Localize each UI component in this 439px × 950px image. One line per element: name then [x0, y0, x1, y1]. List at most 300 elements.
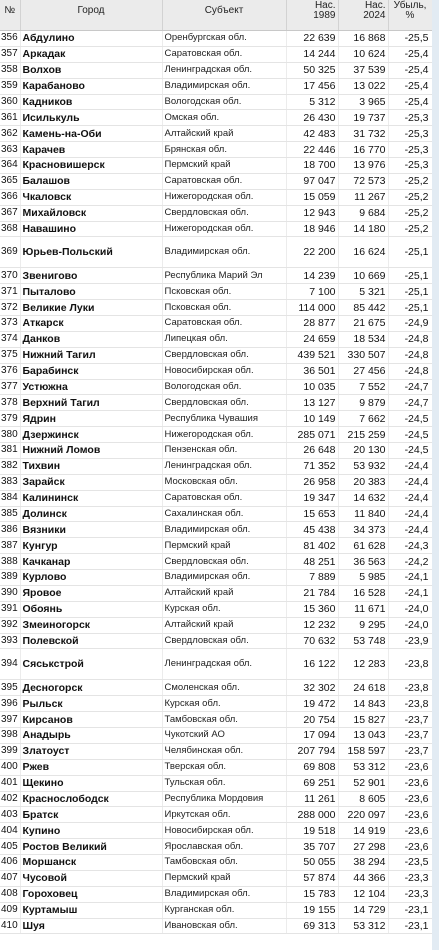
population-1989: 12 232	[286, 617, 338, 633]
city-name: Рыльск	[20, 696, 162, 712]
row-number: 365	[0, 173, 20, 189]
loss-percent: -23,8	[388, 696, 432, 712]
city-name: Великие Луки	[20, 300, 162, 316]
loss-percent: -23,1	[388, 902, 432, 918]
row-number: 364	[0, 158, 20, 174]
table-row	[0, 918, 432, 934]
subject-name: Ленинградская обл.	[162, 62, 286, 78]
table-row	[0, 712, 432, 728]
subject-name: Пермский край	[162, 870, 286, 886]
population-1989: 42 483	[286, 126, 338, 142]
loss-percent: -24,1	[388, 570, 432, 586]
loss-percent: -23,3	[388, 870, 432, 886]
city-name: Сяськстрой	[20, 649, 162, 680]
city-name: Вязники	[20, 522, 162, 538]
subject-name: Смоленская обл.	[162, 680, 286, 696]
population-2024: 61 628	[338, 538, 388, 554]
loss-percent: -24,7	[388, 379, 432, 395]
city-name: Ржев	[20, 759, 162, 775]
subject-name: Псковская обл.	[162, 300, 286, 316]
loss-percent: -25,3	[388, 110, 432, 126]
table-row	[0, 126, 432, 142]
population-2024: 14 632	[338, 490, 388, 506]
population-2024: 20 383	[338, 474, 388, 490]
subject-name: Владимирская обл.	[162, 237, 286, 268]
population-2024: 7 662	[338, 411, 388, 427]
population-2024: 16 528	[338, 585, 388, 601]
population-2024: 15 827	[338, 712, 388, 728]
table-row	[0, 633, 432, 649]
loss-percent: -24,8	[388, 331, 432, 347]
subject-name: Республика Марий Эл	[162, 268, 286, 284]
population-2024: 9 879	[338, 395, 388, 411]
loss-percent: -24,0	[388, 617, 432, 633]
loss-percent: -24,8	[388, 347, 432, 363]
population-1989: 21 784	[286, 585, 338, 601]
population-2024: 13 043	[338, 728, 388, 744]
subject-name: Курская обл.	[162, 601, 286, 617]
city-name: Данков	[20, 331, 162, 347]
population-2024: 20 130	[338, 443, 388, 459]
table-row	[0, 411, 432, 427]
row-number: 379	[0, 411, 20, 427]
population-2024: 5 985	[338, 570, 388, 586]
population-1989: 285 071	[286, 427, 338, 443]
population-1989: 50 055	[286, 855, 338, 871]
table-row	[0, 142, 432, 158]
population-2024: 8 605	[338, 791, 388, 807]
city-name: Зарайск	[20, 474, 162, 490]
city-name: Долинск	[20, 506, 162, 522]
subject-name: Челябинская обл.	[162, 743, 286, 759]
city-name: Яровое	[20, 585, 162, 601]
table-row	[0, 173, 432, 189]
subject-name: Ярославская обл.	[162, 839, 286, 855]
population-2024: 14 180	[338, 221, 388, 237]
subject-name: Нижегородская обл.	[162, 189, 286, 205]
table-row	[0, 538, 432, 554]
header-row	[0, 0, 432, 31]
row-number: 356	[0, 31, 20, 47]
population-1989: 207 794	[286, 743, 338, 759]
loss-percent: -25,2	[388, 173, 432, 189]
table-row	[0, 839, 432, 855]
population-1989: 69 251	[286, 775, 338, 791]
row-number: 362	[0, 126, 20, 142]
table-row	[0, 189, 432, 205]
subject-name: Владимирская обл.	[162, 78, 286, 94]
table-row	[0, 855, 432, 871]
row-number: 404	[0, 823, 20, 839]
row-number: 401	[0, 775, 20, 791]
subject-name: Московская обл.	[162, 474, 286, 490]
row-number: 391	[0, 601, 20, 617]
table-row	[0, 316, 432, 332]
city-name: Ростов Великий	[20, 839, 162, 855]
population-1989: 10 149	[286, 411, 338, 427]
table-row	[0, 379, 432, 395]
population-2024: 53 312	[338, 918, 388, 934]
loss-percent: -23,6	[388, 823, 432, 839]
population-1989: 5 312	[286, 94, 338, 110]
population-2024: 11 840	[338, 506, 388, 522]
city-name: Верхний Тагил	[20, 395, 162, 411]
table-row	[0, 570, 432, 586]
city-name: Чусовой	[20, 870, 162, 886]
loss-percent: -24,7	[388, 395, 432, 411]
row-number: 383	[0, 474, 20, 490]
population-1989: 17 094	[286, 728, 338, 744]
population-2024: 85 442	[338, 300, 388, 316]
row-number: 373	[0, 316, 20, 332]
subject-name: Липецкая обл.	[162, 331, 286, 347]
population-1989: 19 518	[286, 823, 338, 839]
subject-name: Свердловская обл.	[162, 347, 286, 363]
table-row	[0, 902, 432, 918]
loss-percent: -24,5	[388, 427, 432, 443]
table-row	[0, 617, 432, 633]
column-header-subject[interactable]: Субъект	[162, 0, 286, 31]
table-row	[0, 443, 432, 459]
subject-name: Тверская обл.	[162, 759, 286, 775]
city-name: Карачев	[20, 142, 162, 158]
subject-name: Иркутская обл.	[162, 807, 286, 823]
subject-name: Чукотский АО	[162, 728, 286, 744]
population-1989: 17 456	[286, 78, 338, 94]
row-number: 397	[0, 712, 20, 728]
table-row	[0, 110, 432, 126]
city-name: Братск	[20, 807, 162, 823]
table-row	[0, 601, 432, 617]
population-1989: 12 943	[286, 205, 338, 221]
loss-percent: -25,1	[388, 268, 432, 284]
population-1989: 69 808	[286, 759, 338, 775]
row-number: 403	[0, 807, 20, 823]
city-name: Кирсанов	[20, 712, 162, 728]
row-number: 370	[0, 268, 20, 284]
population-1989: 16 122	[286, 649, 338, 680]
population-2024: 72 573	[338, 173, 388, 189]
population-2024: 14 843	[338, 696, 388, 712]
table-row	[0, 696, 432, 712]
loss-percent: -23,6	[388, 791, 432, 807]
population-2024: 10 624	[338, 46, 388, 62]
table-row	[0, 775, 432, 791]
row-number: 363	[0, 142, 20, 158]
population-1989: 26 958	[286, 474, 338, 490]
loss-percent: -23,8	[388, 680, 432, 696]
loss-percent: -23,6	[388, 775, 432, 791]
row-number: 386	[0, 522, 20, 538]
population-2024: 27 298	[338, 839, 388, 855]
city-name: Купино	[20, 823, 162, 839]
table-row	[0, 31, 432, 47]
loss-percent: -23,6	[388, 839, 432, 855]
column-header-city[interactable]: Город	[20, 0, 162, 31]
loss-percent: -25,4	[388, 94, 432, 110]
loss-percent: -24,0	[388, 601, 432, 617]
column-header-number[interactable]: №	[0, 0, 20, 31]
subject-name: Свердловская обл.	[162, 395, 286, 411]
table-row	[0, 347, 432, 363]
table-row	[0, 870, 432, 886]
subject-name: Ленинградская обл.	[162, 458, 286, 474]
table-header	[0, 0, 432, 31]
table-body	[0, 31, 432, 934]
loss-percent: -25,1	[388, 284, 432, 300]
row-number: 368	[0, 221, 20, 237]
population-2024: 52 901	[338, 775, 388, 791]
row-number: 384	[0, 490, 20, 506]
loss-percent: -24,9	[388, 316, 432, 332]
column-header-pop-2024[interactable]: Нас. 2024	[338, 0, 388, 31]
loss-percent: -24,5	[388, 411, 432, 427]
population-1989: 10 035	[286, 379, 338, 395]
city-name: Устюжна	[20, 379, 162, 395]
city-name: Змеиногорск	[20, 617, 162, 633]
loss-percent: -23,6	[388, 759, 432, 775]
loss-percent: -23,8	[388, 649, 432, 680]
population-1989: 15 059	[286, 189, 338, 205]
loss-percent: -23,9	[388, 633, 432, 649]
city-name: Нижний Ломов	[20, 443, 162, 459]
loss-percent: -25,4	[388, 62, 432, 78]
table-row	[0, 300, 432, 316]
row-number: 381	[0, 443, 20, 459]
row-number: 385	[0, 506, 20, 522]
population-2024: 16 770	[338, 142, 388, 158]
population-2024: 18 534	[338, 331, 388, 347]
population-2024: 16 868	[338, 31, 388, 47]
row-number: 393	[0, 633, 20, 649]
population-1989: 26 648	[286, 443, 338, 459]
city-name: Гороховец	[20, 886, 162, 902]
subject-name: Тамбовская обл.	[162, 855, 286, 871]
table-row	[0, 221, 432, 237]
table-row	[0, 158, 432, 174]
population-1989: 22 200	[286, 237, 338, 268]
city-name: Балашов	[20, 173, 162, 189]
table-row	[0, 649, 432, 680]
table-row	[0, 395, 432, 411]
subject-name: Алтайский край	[162, 126, 286, 142]
population-2024: 34 373	[338, 522, 388, 538]
subject-name: Владимирская обл.	[162, 886, 286, 902]
population-1989: 69 313	[286, 918, 338, 934]
subject-name: Ленинградская обл.	[162, 649, 286, 680]
row-number: 392	[0, 617, 20, 633]
row-number: 371	[0, 284, 20, 300]
city-name: Камень-на-Оби	[20, 126, 162, 142]
table-row	[0, 205, 432, 221]
population-1989: 71 352	[286, 458, 338, 474]
row-number: 399	[0, 743, 20, 759]
city-name: Звенигово	[20, 268, 162, 284]
row-number: 400	[0, 759, 20, 775]
row-number: 387	[0, 538, 20, 554]
table-row	[0, 363, 432, 379]
loss-percent: -25,3	[388, 126, 432, 142]
subject-name: Владимирская обл.	[162, 522, 286, 538]
table-row	[0, 886, 432, 902]
row-number: 402	[0, 791, 20, 807]
city-name: Ядрин	[20, 411, 162, 427]
loss-percent: -25,4	[388, 46, 432, 62]
population-2024: 44 366	[338, 870, 388, 886]
population-1989: 7 100	[286, 284, 338, 300]
subject-name: Свердловская обл.	[162, 554, 286, 570]
subject-name: Алтайский край	[162, 585, 286, 601]
row-number: 375	[0, 347, 20, 363]
population-2024: 36 563	[338, 554, 388, 570]
loss-percent: -23,6	[388, 807, 432, 823]
loss-percent: -23,3	[388, 886, 432, 902]
population-2024: 37 539	[338, 62, 388, 78]
table-row	[0, 458, 432, 474]
city-name: Волхов	[20, 62, 162, 78]
loss-percent: -25,3	[388, 158, 432, 174]
population-1989: 45 438	[286, 522, 338, 538]
row-number: 369	[0, 237, 20, 268]
city-name: Анадырь	[20, 728, 162, 744]
loss-percent: -24,1	[388, 585, 432, 601]
row-number: 394	[0, 649, 20, 680]
population-1989: 13 127	[286, 395, 338, 411]
table-row	[0, 743, 432, 759]
population-1989: 114 000	[286, 300, 338, 316]
population-1989: 19 155	[286, 902, 338, 918]
population-1989: 97 047	[286, 173, 338, 189]
column-header-loss-percent[interactable]: Убыль, %	[388, 0, 432, 31]
subject-name: Саратовская обл.	[162, 490, 286, 506]
population-1989: 35 707	[286, 839, 338, 855]
population-2024: 14 729	[338, 902, 388, 918]
population-1989: 22 639	[286, 31, 338, 47]
population-1989: 14 239	[286, 268, 338, 284]
table-row	[0, 680, 432, 696]
subject-name: Сахалинская обл.	[162, 506, 286, 522]
row-number: 380	[0, 427, 20, 443]
subject-name: Ивановская обл.	[162, 918, 286, 934]
city-name: Навашино	[20, 221, 162, 237]
row-number: 408	[0, 886, 20, 902]
population-1989: 20 754	[286, 712, 338, 728]
row-number: 396	[0, 696, 20, 712]
city-name: Обоянь	[20, 601, 162, 617]
table-row	[0, 506, 432, 522]
population-2024: 53 748	[338, 633, 388, 649]
row-number: 360	[0, 94, 20, 110]
population-2024: 53 312	[338, 759, 388, 775]
table-row	[0, 331, 432, 347]
loss-percent: -24,4	[388, 490, 432, 506]
population-1989: 50 325	[286, 62, 338, 78]
row-number: 367	[0, 205, 20, 221]
subject-name: Новосибирская обл.	[162, 823, 286, 839]
population-2024: 220 097	[338, 807, 388, 823]
loss-percent: -25,2	[388, 221, 432, 237]
loss-percent: -24,2	[388, 554, 432, 570]
subject-name: Вологодская обл.	[162, 379, 286, 395]
row-number: 359	[0, 78, 20, 94]
loss-percent: -24,4	[388, 458, 432, 474]
loss-percent: -24,4	[388, 506, 432, 522]
city-name: Чкаловск	[20, 189, 162, 205]
row-number: 361	[0, 110, 20, 126]
population-1989: 15 653	[286, 506, 338, 522]
loss-percent: -25,3	[388, 142, 432, 158]
row-number: 382	[0, 458, 20, 474]
city-name: Исилькуль	[20, 110, 162, 126]
population-1989: 28 877	[286, 316, 338, 332]
city-name: Куртамыш	[20, 902, 162, 918]
subject-name: Омская обл.	[162, 110, 286, 126]
loss-percent: -25,4	[388, 78, 432, 94]
subject-name: Тульская обл.	[162, 775, 286, 791]
city-name: Пыталово	[20, 284, 162, 300]
population-1989: 36 501	[286, 363, 338, 379]
subject-name: Оренбургская обл.	[162, 31, 286, 47]
table-row	[0, 268, 432, 284]
population-1989: 11 261	[286, 791, 338, 807]
population-1989: 7 889	[286, 570, 338, 586]
city-name: Шуя	[20, 918, 162, 934]
table-row	[0, 46, 432, 62]
population-2024: 11 671	[338, 601, 388, 617]
population-2024: 12 283	[338, 649, 388, 680]
row-number: 366	[0, 189, 20, 205]
row-number: 390	[0, 585, 20, 601]
city-name: Барабинск	[20, 363, 162, 379]
loss-percent: -23,7	[388, 743, 432, 759]
population-1989: 81 402	[286, 538, 338, 554]
population-2024: 9 684	[338, 205, 388, 221]
population-2024: 24 618	[338, 680, 388, 696]
table-row	[0, 728, 432, 744]
population-1989: 15 783	[286, 886, 338, 902]
population-1989: 57 874	[286, 870, 338, 886]
loss-percent: -23,5	[388, 855, 432, 871]
population-2024: 12 104	[338, 886, 388, 902]
loss-percent: -25,1	[388, 300, 432, 316]
table-row	[0, 585, 432, 601]
subject-name: Брянская обл.	[162, 142, 286, 158]
subject-name: Республика Чувашия	[162, 411, 286, 427]
loss-percent: -24,8	[388, 363, 432, 379]
row-number: 388	[0, 554, 20, 570]
population-2024: 38 294	[338, 855, 388, 871]
population-2024: 5 321	[338, 284, 388, 300]
row-number: 407	[0, 870, 20, 886]
population-2024: 31 732	[338, 126, 388, 142]
loss-percent: -25,1	[388, 237, 432, 268]
table-row	[0, 94, 432, 110]
loss-percent: -24,4	[388, 474, 432, 490]
city-name: Кунгур	[20, 538, 162, 554]
row-number: 406	[0, 855, 20, 871]
row-number: 410	[0, 918, 20, 934]
subject-name: Тамбовская обл.	[162, 712, 286, 728]
population-1989: 18 700	[286, 158, 338, 174]
column-header-pop-1989[interactable]: Нас. 1989	[286, 0, 338, 31]
row-number: 372	[0, 300, 20, 316]
row-number: 378	[0, 395, 20, 411]
loss-percent: -25,2	[388, 189, 432, 205]
table-row	[0, 823, 432, 839]
population-2024: 3 965	[338, 94, 388, 110]
population-1989: 24 659	[286, 331, 338, 347]
city-name: Десногорск	[20, 680, 162, 696]
